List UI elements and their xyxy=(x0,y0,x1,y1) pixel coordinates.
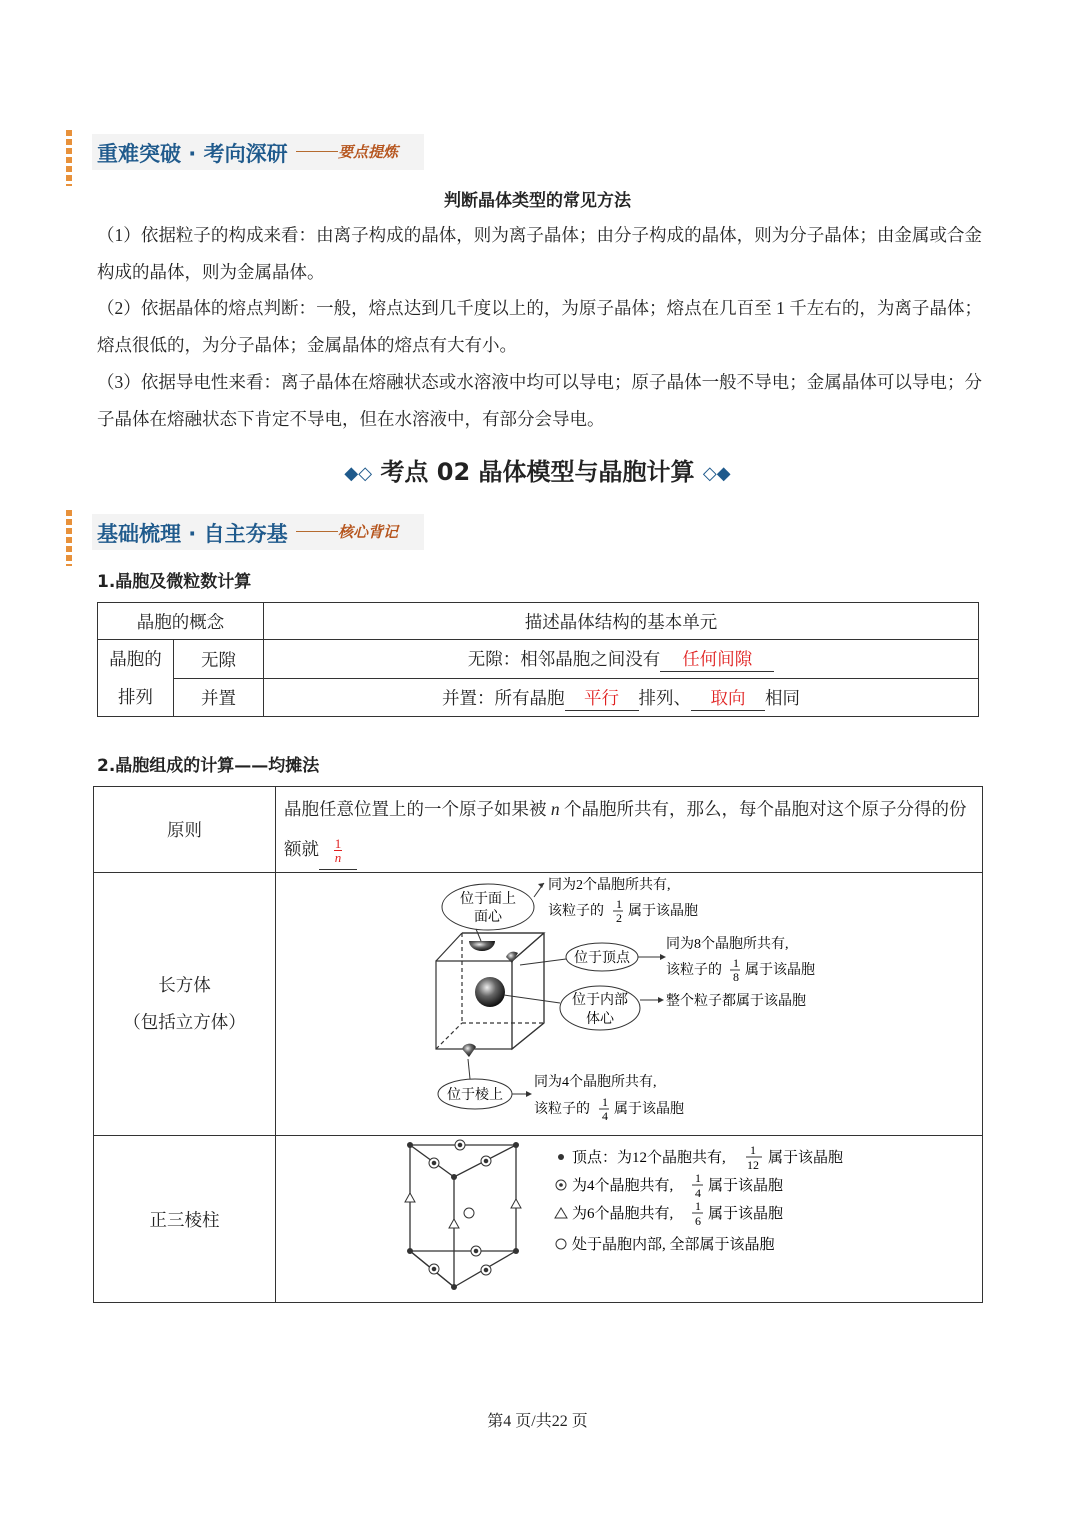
svg-text:属于该晶胞: 属于该晶胞 xyxy=(768,1150,844,1166)
cuboid-label: 长方体 （包括立方体） xyxy=(94,873,276,1136)
fraction: $\frac{1}{n}$ xyxy=(334,836,342,866)
edge-particle xyxy=(462,1044,476,1057)
section-header-1 xyxy=(66,130,426,186)
body-particle xyxy=(475,977,505,1007)
prism-figure-cell xyxy=(276,1136,983,1303)
cuboid-diagram xyxy=(276,875,882,1133)
svg-text:该粒子的: 该粒子的 xyxy=(548,904,604,919)
svg-text:整个粒子都属于该晶胞: 整个粒子都属于该晶胞 xyxy=(666,994,806,1009)
svg-text:1: 1 xyxy=(602,1095,608,1109)
svg-text:6: 6 xyxy=(695,1214,701,1228)
svg-text:同为8个晶胞所共有,: 同为8个晶胞所共有, xyxy=(666,937,789,952)
svg-text:4: 4 xyxy=(695,1186,701,1200)
svg-text:处于晶胞内部, 全部属于该晶胞: 处于晶胞内部, 全部属于该晶胞 xyxy=(572,1237,775,1253)
face-particle xyxy=(469,941,495,951)
paragraph-1: （1）依据粒子的构成来看：由离子构成的晶体，则为离子晶体；由分子构成的晶体，则为分子晶体；由金属或合金构成的晶体，则为金属晶体。 xyxy=(97,225,982,282)
concept-value: 描述晶体结构的基本单元 xyxy=(264,603,979,640)
method-title: 判断晶体类型的常见方法 xyxy=(444,191,631,210)
svg-text:该粒子的: 该粒子的 xyxy=(666,963,722,978)
paragraph-2: （2）依据晶体的熔点判断：一般，熔点达到几千度以上的，为原子晶体；熔点在几百至 1 千左右的，为离子晶体；熔点很低的，为分子晶体；金属晶体的熔点有大有小。 xyxy=(97,298,982,355)
wuxi-text: 无隙：相邻晶胞之间没有 任何间隙 xyxy=(264,640,979,679)
page-footer: 第4 页/共22 页 xyxy=(487,1413,588,1430)
svg-text:属于该晶胞: 属于该晶胞 xyxy=(614,1102,684,1117)
section-subtitle: 核心背记 xyxy=(338,523,399,541)
svg-text:12: 12 xyxy=(747,1158,759,1172)
svg-text:2: 2 xyxy=(616,911,622,925)
diamond-icon: ◆◇ xyxy=(344,462,373,484)
svg-text:同为4个晶胞所共有,: 同为4个晶胞所共有, xyxy=(534,1075,657,1090)
kaodian-title: ◆◇ 考点 02 晶体模型与晶胞计算 ◇◆ xyxy=(344,458,731,486)
paragraph-3: （3）依据导电性来看：离子晶体在熔融状态或水溶液中均可以导电；原子晶体一般不导电；金属晶体可以导电；分子晶体在熔融状态下肯定不导电，但在水溶液中，有部分会导电。 xyxy=(97,372,982,429)
svg-text:顶点：为12个晶胞共有,: 顶点：为12个晶胞共有, xyxy=(572,1150,726,1166)
svg-text:属于该晶胞: 属于该晶胞 xyxy=(708,1206,784,1222)
subsection-title-2: 2.晶胞组成的计算——均摊法 xyxy=(97,756,320,776)
section-header-2 xyxy=(66,510,426,566)
svg-text:1: 1 xyxy=(733,956,739,970)
svg-text:为4个晶胞共有,: 为4个晶胞共有, xyxy=(572,1178,674,1194)
unit-cell-table xyxy=(97,602,979,717)
svg-text:位于棱上: 位于棱上 xyxy=(447,1088,503,1103)
concept-label: 晶胞的概念 xyxy=(98,603,264,640)
svg-text:8: 8 xyxy=(733,970,739,984)
svg-text:该粒子的: 该粒子的 xyxy=(534,1102,590,1117)
principle-text: 晶胞任意位置上的一个原子如果被 n 个晶胞所共有，那么，每个晶胞对这个原子分得的份额就 $\frac{1}{n}$ xyxy=(276,787,983,873)
wuxi-label: 无隙 xyxy=(174,640,264,679)
section-bar-decoration xyxy=(66,130,72,186)
svg-text:位于内部: 位于内部 xyxy=(572,993,628,1008)
section-subtitle: 要点提炼 xyxy=(338,143,399,161)
svg-text:1: 1 xyxy=(750,1143,756,1157)
svg-text:1: 1 xyxy=(695,1199,701,1213)
svg-text:位于面上: 位于面上 xyxy=(460,892,516,907)
bingzhi-label: 并置 xyxy=(174,679,264,717)
distribution-table xyxy=(93,786,983,1303)
svg-text:4: 4 xyxy=(602,1109,608,1123)
svg-text:为6个晶胞共有,: 为6个晶胞共有, xyxy=(572,1206,674,1222)
svg-text:位于顶点: 位于顶点 xyxy=(574,951,630,966)
principle-label: 原则 xyxy=(94,787,276,873)
subsection-title-1: 1.晶胞及微粒数计算 xyxy=(97,572,252,592)
bingzhi-text: 并置：所有晶胞 平行 排列、 取向 相同 xyxy=(264,679,979,717)
arrangement-label: 晶胞的 排列 xyxy=(98,640,174,717)
section-bar-decoration xyxy=(66,510,72,566)
svg-text:面心: 面心 xyxy=(474,910,502,925)
prism-diagram xyxy=(276,1137,882,1301)
svg-text:1: 1 xyxy=(695,1171,701,1185)
cuboid-figure-cell xyxy=(276,873,983,1136)
diamond-icon: ◇◆ xyxy=(702,462,731,484)
svg-text:属于该晶胞: 属于该晶胞 xyxy=(628,904,698,919)
fill-blank: 取向 xyxy=(691,685,765,711)
fill-blank: 任何间隙 xyxy=(660,646,774,672)
section-title: 基础梳理 · 自主夯基 xyxy=(97,522,288,546)
fill-blank: 平行 xyxy=(565,685,639,711)
svg-text:属于该晶胞: 属于该晶胞 xyxy=(745,963,815,978)
svg-text:同为2个晶胞所共有,: 同为2个晶胞所共有, xyxy=(548,878,671,893)
svg-text:1: 1 xyxy=(616,897,622,911)
svg-text:体心: 体心 xyxy=(586,1012,614,1027)
section-title: 重难突破 · 考向深研 xyxy=(97,142,288,166)
prism-label: 正三棱柱 xyxy=(94,1136,276,1303)
svg-text:属于该晶胞: 属于该晶胞 xyxy=(708,1178,784,1194)
